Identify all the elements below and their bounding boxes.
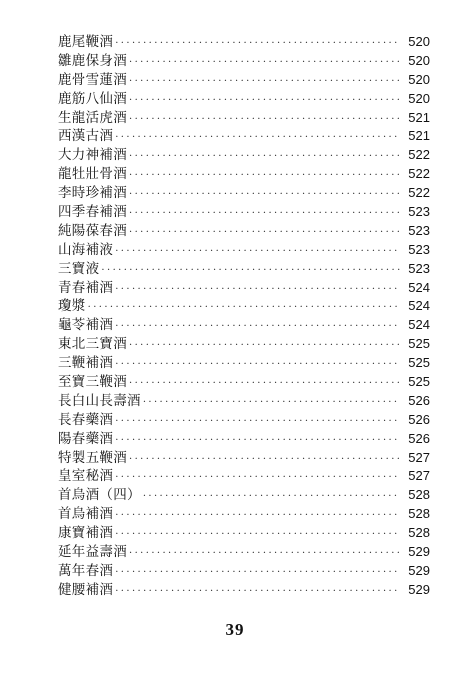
toc-entry-page: 528 [408, 506, 430, 522]
toc-entry [58, 90, 430, 109]
dot-leader [88, 299, 400, 318]
dot-leader [115, 507, 400, 526]
dot-leader [129, 148, 400, 167]
dot-leader [143, 488, 400, 507]
toc-entry [58, 109, 430, 128]
toc-entry-title: 生龍活虎酒 [58, 109, 127, 126]
toc-entry-page: 525 [408, 336, 430, 352]
dot-leader [129, 111, 400, 130]
dot-leader [143, 394, 400, 413]
dot-leader [129, 167, 400, 186]
toc-entry-title: 健腰補酒 [58, 581, 114, 598]
dot-leader [115, 432, 400, 451]
toc-entry [58, 467, 430, 486]
dot-leader [115, 583, 400, 602]
toc-entry [58, 562, 430, 581]
toc-entry [58, 52, 430, 71]
toc-entry-page: 522 [408, 185, 430, 201]
toc-entry-title: 東北三寶酒 [58, 336, 127, 353]
toc-entry [58, 203, 430, 222]
toc-entry-page: 524 [408, 298, 430, 314]
dot-leader [129, 375, 400, 394]
dot-leader [115, 564, 400, 583]
toc-entry-title: 至寶三鞭酒 [58, 374, 127, 391]
toc-entry-title: 首烏補酒 [58, 506, 114, 523]
toc-entry-title: 大力神補酒 [58, 147, 127, 164]
toc-entry-page: 528 [408, 525, 430, 541]
toc-entry-title: 鹿尾鞭酒 [58, 34, 114, 50]
toc-entry [58, 335, 430, 354]
dot-leader [129, 337, 400, 356]
dot-leader [115, 243, 400, 262]
toc-entry [58, 260, 430, 279]
toc-entry-title: 純陽葆春酒 [58, 222, 127, 239]
toc-entry-title: 雛鹿保身酒 [58, 52, 127, 69]
toc-entry-page: 529 [408, 562, 430, 578]
toc-entry-page: 522 [408, 147, 430, 163]
toc-entry [58, 581, 430, 600]
toc-entry [58, 33, 430, 52]
toc-entry-title: 李時珍補酒 [58, 185, 127, 202]
toc-entry [58, 71, 430, 90]
toc-entry-title: 鹿筋八仙酒 [58, 90, 127, 107]
toc-entry-page: 525 [408, 355, 430, 371]
toc-entry [58, 127, 430, 146]
toc-entry-page: 523 [408, 222, 430, 238]
toc-entry [58, 316, 430, 335]
toc-entry-page: 526 [408, 430, 430, 446]
toc-entry-page: 521 [408, 128, 430, 144]
toc-entry-title: 特製五鞭酒 [58, 449, 127, 466]
dot-leader [115, 318, 400, 337]
toc-entry-title: 康寶補酒 [58, 525, 114, 542]
toc-entry-title: 萬年春酒 [58, 562, 114, 579]
page-number: 39 [225, 620, 245, 639]
dot-leader [129, 54, 400, 73]
toc-entry-page: 520 [408, 71, 430, 87]
toc-entry-page: 520 [408, 34, 430, 49]
toc-entry-title: 三鞭補酒 [58, 355, 114, 372]
dot-leader [115, 526, 400, 545]
toc-entry [58, 430, 430, 449]
toc-entry-title: 龍牡壯骨酒 [58, 166, 127, 183]
dot-leader [115, 469, 400, 488]
toc-entry-title: 青春補酒 [58, 279, 114, 296]
dot-leader [129, 451, 400, 470]
dot-leader [129, 92, 400, 111]
toc-entry [58, 392, 430, 411]
toc-entry-title: 長白山長壽酒 [58, 392, 141, 409]
dot-leader [101, 262, 400, 281]
dot-leader [129, 224, 400, 243]
dot-leader [129, 545, 400, 564]
toc-entry [58, 184, 430, 203]
toc-entry [58, 279, 430, 298]
toc-entry-title: 長春藥酒 [58, 411, 114, 428]
toc-entry-page: 523 [408, 241, 430, 257]
toc-entry [58, 505, 430, 524]
toc-entry-page: 523 [408, 204, 430, 220]
dot-leader [115, 281, 400, 300]
toc-entry-title: 三寶液 [58, 260, 100, 277]
toc-entry [58, 524, 430, 543]
toc-entry-title: 四季春補酒 [58, 204, 127, 221]
toc-entry-title: 龜苓補酒 [58, 317, 114, 334]
toc-entry [58, 486, 430, 505]
toc-entry-page: 524 [408, 279, 430, 295]
toc-entry-page: 526 [408, 392, 430, 408]
dot-leader [115, 413, 400, 432]
toc-entry [58, 543, 430, 562]
toc-entry-page: 529 [408, 544, 430, 560]
toc-entry-page: 522 [408, 166, 430, 182]
toc-entry-page: 525 [408, 374, 430, 390]
dot-leader [115, 129, 400, 148]
toc-entry-title: 延年益壽酒 [58, 544, 127, 561]
toc-entry [58, 354, 430, 373]
toc-entry-page: 526 [408, 411, 430, 427]
toc-entry [58, 373, 430, 392]
toc-entry-title: 鹿骨雪蓮酒 [58, 71, 127, 88]
toc-entry-page: 523 [408, 260, 430, 276]
toc-entry-page: 524 [408, 317, 430, 333]
dot-leader [129, 205, 400, 224]
toc-entry-title: 皇室秘酒 [58, 468, 114, 485]
toc-entry-page: 527 [408, 449, 430, 465]
toc-entry-page: 521 [408, 109, 430, 125]
toc-entry [58, 411, 430, 430]
toc-entry [58, 165, 430, 184]
dot-leader [129, 186, 400, 205]
toc-entry [58, 449, 430, 468]
toc-entry-title: 首烏酒（四） [58, 487, 141, 504]
toc-entry-page: 529 [408, 581, 430, 597]
toc-entry-title: 陽春藥酒 [58, 430, 114, 447]
toc-entry-page: 527 [408, 468, 430, 484]
toc-entry-title: 西漢古酒 [58, 128, 114, 145]
toc-entry [58, 297, 430, 316]
dot-leader [115, 356, 400, 375]
toc-entry [58, 241, 430, 260]
toc-entry-page: 528 [408, 487, 430, 503]
toc-entry-title: 瓊漿 [58, 298, 86, 315]
toc-entry [58, 146, 430, 165]
dot-leader [115, 35, 400, 54]
toc-entry-page: 520 [408, 90, 430, 106]
toc-entry [58, 222, 430, 241]
toc-entry-title: 山海補液 [58, 241, 114, 258]
dot-leader [129, 73, 400, 92]
table-of-contents [58, 33, 430, 600]
toc-entry-page: 520 [408, 52, 430, 68]
